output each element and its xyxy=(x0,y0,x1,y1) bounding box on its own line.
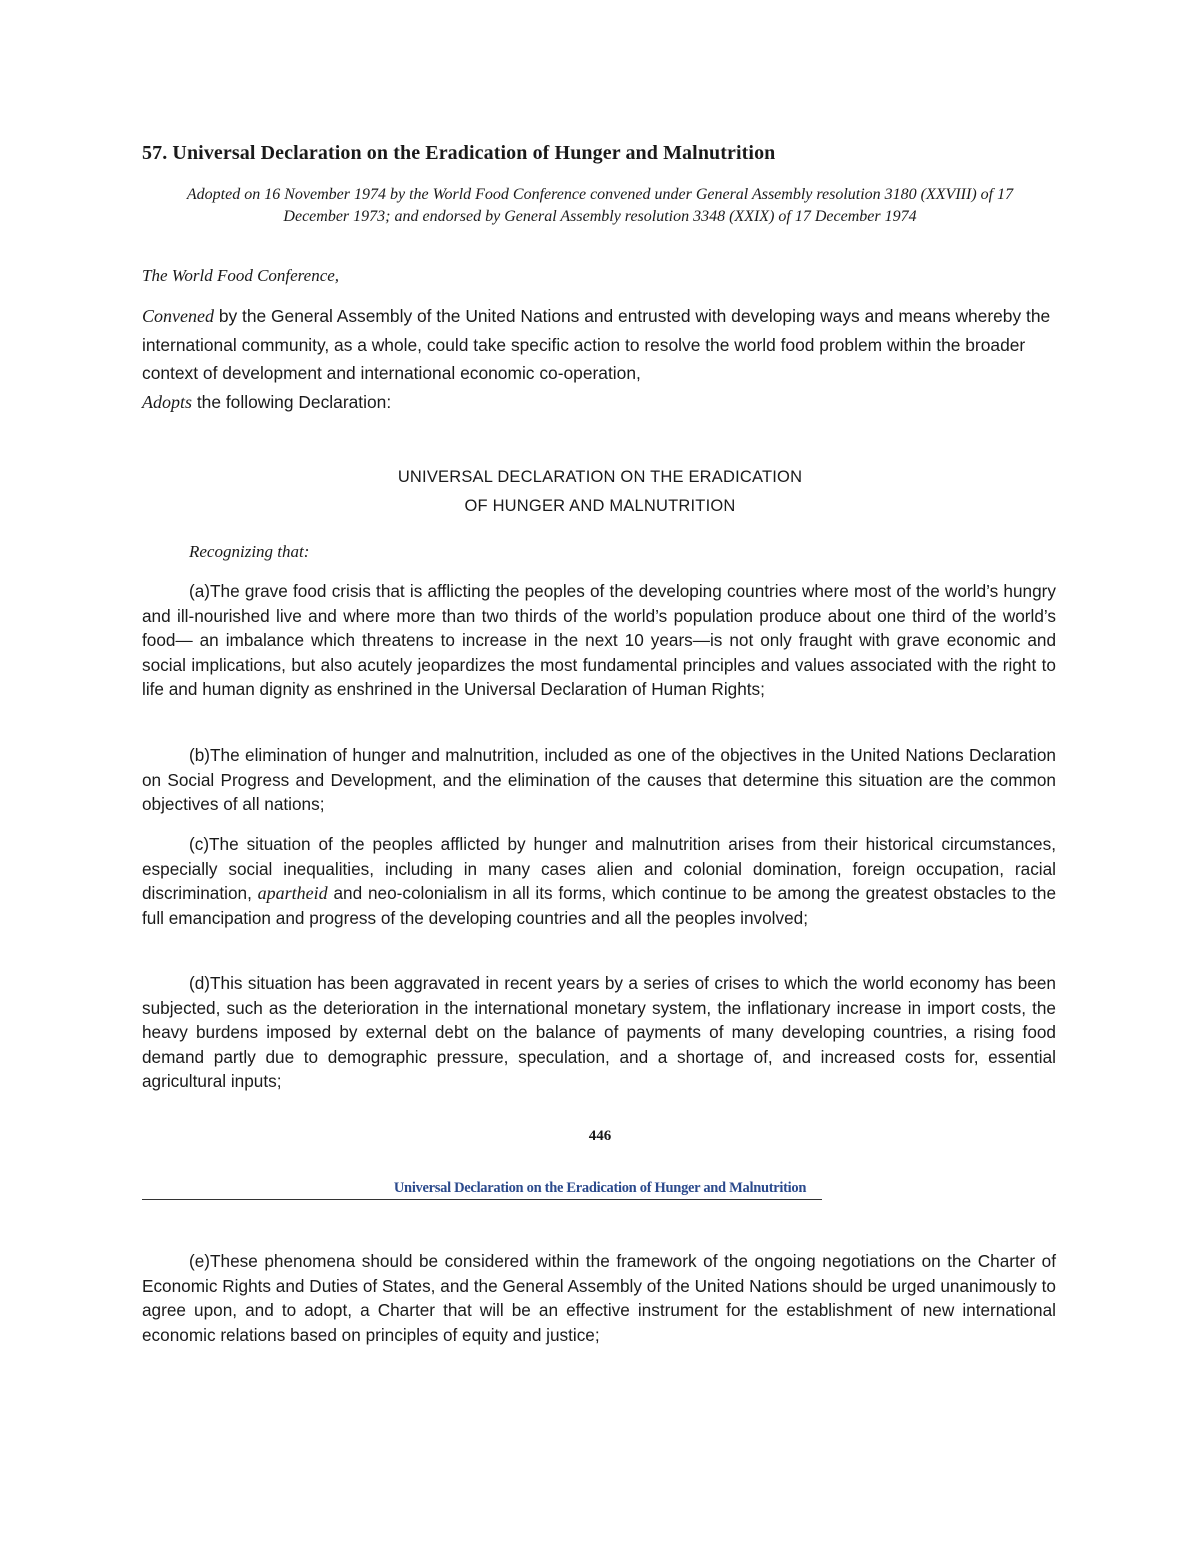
declaration-title xyxy=(142,463,1058,521)
recognizing-line: Recognizing that: xyxy=(189,542,310,561)
document-heading: 57. Universal Declaration on the Eradication of Hunger and Malnutrition xyxy=(142,142,776,164)
declaration-title-line-1: UNIVERSAL DECLARATION ON THE ERADICATION xyxy=(397,468,803,486)
adoption-note-line-2: December 1973; and endorsed by General Assembly resolution 3348 (XXIX) of 17 December 1974 xyxy=(283,208,917,225)
paragraph-c-emphasis: apartheid xyxy=(257,883,328,904)
header-rule xyxy=(142,1199,822,1200)
running-header: Universal Declaration on the Eradication of Hunger and Malnutrition xyxy=(393,1180,807,1196)
preamble-paragraph xyxy=(142,302,1062,416)
conference-line: The World Food Conference, xyxy=(142,266,340,285)
adopts-text: the following Declaration: xyxy=(192,391,392,412)
page-number: 446 xyxy=(588,1128,612,1144)
adopts-lead: Adopts xyxy=(142,391,193,412)
paragraph-d: (d)This situation has been aggravated in recent years by a series of crises to which the world economy has been subjected, such as the deterioration in the international monetary system, the inflationary increase in import costs, the heavy burdens imposed by external debt on the balance of payments of many developing countries, a rising food demand partly due to demographic pressure, speculation, and a shortage of, and increased costs for, essential agricultural inputs; xyxy=(142,973,1056,1092)
paragraph-c-start: (c)The situation of the peoples afflicted by hunger and malnutrition arises from their historical circumstances, especially social inequalities, including in many cases alien and colonial domination, foreign occupation, racial discrimination, xyxy=(142,834,1056,904)
declaration-title-line-2: OF HUNGER AND MALNUTRITION xyxy=(464,497,736,515)
paragraph-a: (a)The grave food crisis that is afflicting the peoples of the developing countries where most of the world’s hungry and ill-nourished live and where more than two thirds of the world’s population produce about one third of the world’s food— an imbalance which threatens to increase in the next 10 years—is not only fraught with grave economic and social implications, but also acutely jeopardizes the most fundamental principles and values associated with the right to life and human dignity as enshrined in the Universal Declaration of Human Rights; xyxy=(142,581,1056,700)
convened-lead: Convened xyxy=(142,306,214,326)
paragraph-e: (e)These phenomena should be considered within the framework of the ongoing negotiations on the Charter of Economic Rights and Duties of States, and the General Assembly of the United Nations should be urged unanimously to agree upon, and to adopt, a Charter that will be an effective instrument for the establishment of new international economic relations based on principles of equity and justice; xyxy=(142,1251,1056,1345)
paragraph-c xyxy=(142,832,1056,930)
paragraph-c-end: and neo-colonialism in all its forms, which continue to be among the greatest obstacles to the full emancipation and progress of the developing countries and all the peoples involved; xyxy=(142,883,1057,928)
paragraph-b: (b)The elimination of hunger and malnutrition, included as one of the objectives in the United Nations Declaration on Social Progress and Development, and the elimination of the causes that determine this situation are the common objectives of all nations; xyxy=(142,745,1056,815)
adoption-note xyxy=(142,184,1058,228)
adoption-note-line-1: Adopted on 16 November 1974 by the World Food Conference convened under General Assembly resolution 3180 (XXVIII) of 17 xyxy=(186,186,1014,203)
convened-text: by the General Assembly of the United Nations and entrusted with developing ways and means whereby the international community, as a whole, could take specific action to resolve the world food problem within the broader context of development and international economic co-operation, xyxy=(142,306,1051,383)
